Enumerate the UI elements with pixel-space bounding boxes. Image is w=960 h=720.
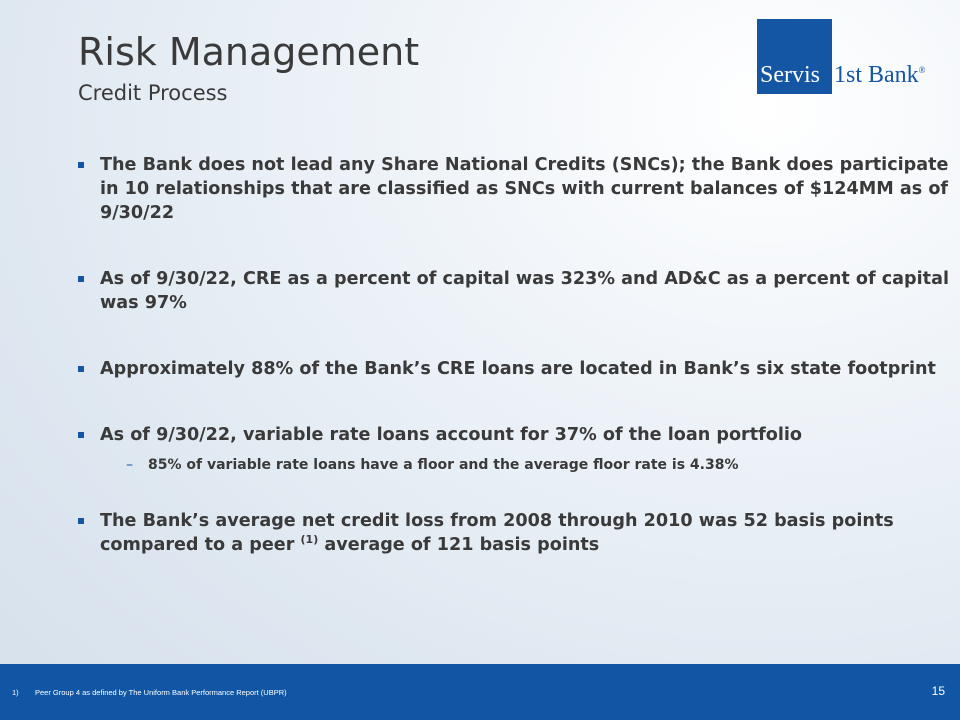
bullet-text: The Bank does not lead any Share National Credits (SNCs); the Bank does participate in 10 relationships that are classified as SNCs with current balances of $124MM as of 9/30/22 (100, 155, 949, 223)
logo-box-text: Servis (760, 62, 820, 88)
bullet-item (78, 509, 950, 557)
bullet-marker-icon (78, 276, 84, 282)
bullet-marker-icon (78, 366, 84, 372)
footnote-reference: (1) (300, 533, 319, 547)
footnote-text: Peer Group 4 as defined by The Uniform Bank Performance Report (UBPR) (35, 688, 287, 697)
bullet-text-before: The Bank’s average net credit loss from 2008 through 2010 was 52 basis points compared to a peer (100, 511, 894, 555)
page-subtitle: Credit Process (78, 81, 228, 105)
bullet-marker-icon (78, 518, 84, 524)
sub-bullet-item (126, 455, 950, 475)
bullet-item (78, 267, 950, 315)
bullet-marker-icon (78, 432, 84, 438)
bullet-text-after: average of 121 basis points (318, 535, 600, 555)
dash-marker-icon: – (126, 457, 133, 473)
logo-text (834, 62, 926, 89)
logo-text-main: 1st Bank (834, 62, 919, 88)
bullet-list (78, 153, 950, 557)
page-title: Risk Management (78, 30, 420, 74)
bullet-marker-icon (78, 162, 84, 168)
bullet-item (78, 423, 950, 447)
page-number: 15 (931, 684, 945, 698)
bullet-text: As of 9/30/22, variable rate loans account for 37% of the loan portfolio (100, 425, 803, 445)
footer-bar (0, 664, 960, 720)
bullet-item (78, 153, 950, 225)
logo-registered-mark: ® (918, 65, 926, 75)
bullet-text: As of 9/30/22, CRE as a percent of capital was 323% and AD&C as a percent of capital was 97% (100, 269, 949, 313)
footnote-number: 1) (12, 688, 19, 697)
servisfirst-bank-logo (757, 19, 947, 95)
bullet-text: Approximately 88% of the Bank’s CRE loans are located in Bank’s six state footprint (100, 359, 936, 379)
bullet-item (78, 357, 950, 381)
sub-bullet-text: 85% of variable rate loans have a floor and the average floor rate is 4.38% (148, 457, 739, 473)
